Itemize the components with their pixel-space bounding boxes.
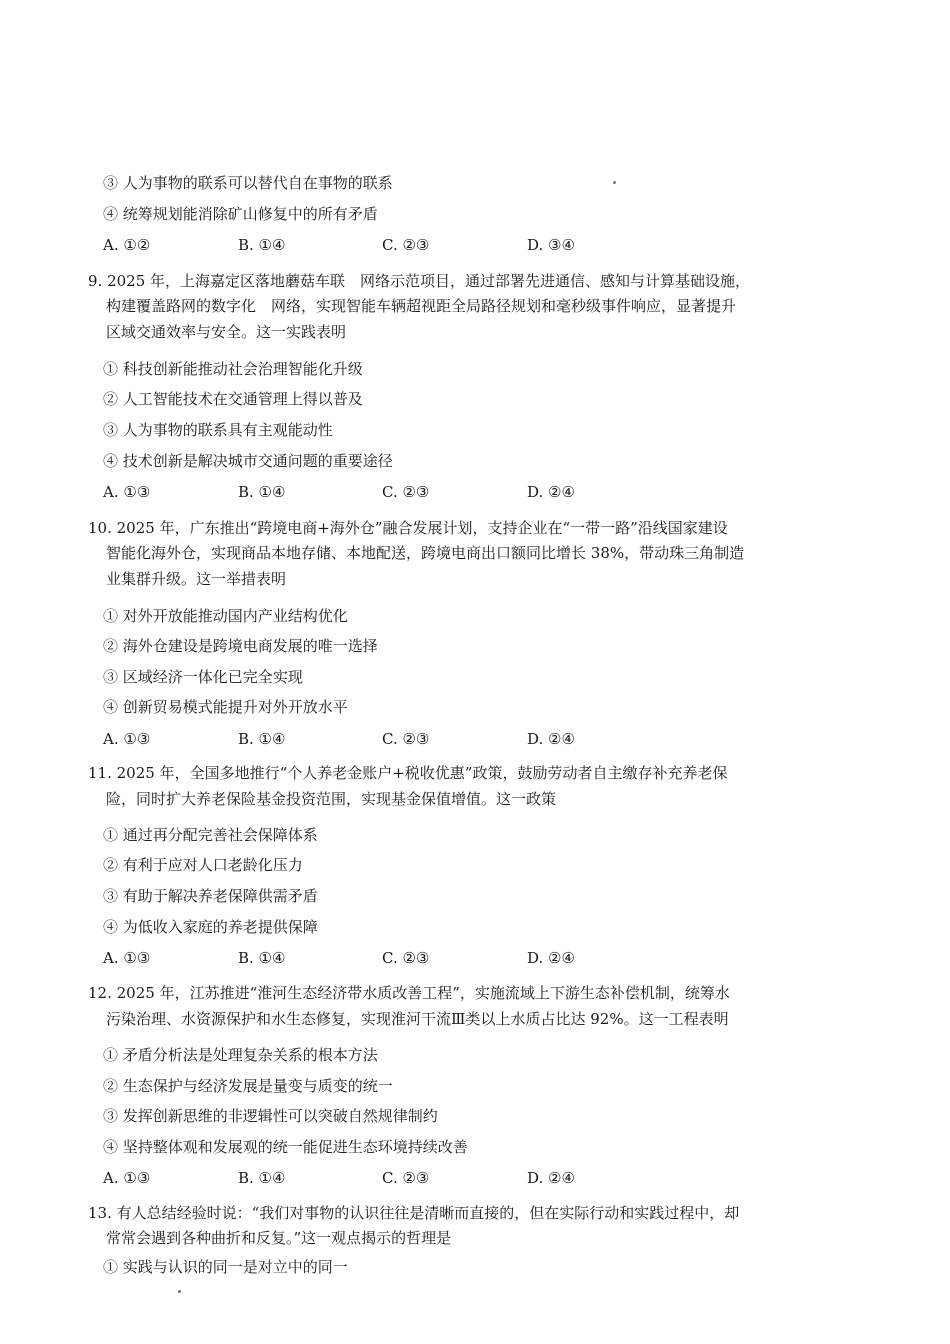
q12-choice-a: A. ①③ [103, 1169, 151, 1187]
q8-choices [103, 235, 703, 255]
q10-choice-c: C. ②③ [382, 730, 430, 748]
q11-option-3: ③ 有助于解决养老保障供需矛盾 [103, 887, 318, 905]
q11-stem-line-1: 11. 2025 年，全国多地推行“个人养老金账户+税收优惠”政策，鼓励劳动者自主缴存补充养老保 [88, 764, 728, 782]
q8-option-3: ③ 人为事物的联系可以替代自在事物的联系 [103, 174, 393, 192]
q10-choice-d: D. ②④ [527, 730, 575, 748]
q9-choice-b: B. ①④ [238, 483, 286, 501]
q9-option-2: ② 人工智能技术在交通管理上得以普及 [103, 390, 363, 408]
q11-choice-c: C. ②③ [382, 949, 430, 967]
q10-choices [103, 729, 703, 749]
q8-choice-d: D. ③④ [527, 236, 575, 254]
q11-choices [103, 948, 703, 968]
q12-choice-b: B. ①④ [238, 1169, 286, 1187]
q10-stem-line-1: 10. 2025 年，广东推出“跨境电商+海外仓”融合发展计划，支持企业在“一带一路”沿线国家建设 [88, 519, 728, 537]
q12-option-2: ② 生态保护与经济发展是量变与质变的统一 [103, 1077, 393, 1095]
q9-option-1: ① 科技创新能推动社会治理智能化升级 [103, 360, 363, 378]
q9-option-4: ④ 技术创新是解决城市交通问题的重要途径 [103, 452, 393, 470]
q11-option-2: ② 有利于应对人口老龄化压力 [103, 856, 303, 874]
q11-choice-d: D. ②④ [527, 949, 575, 967]
q10-choice-b: B. ①④ [238, 730, 286, 748]
q9-choices [103, 482, 703, 502]
q12-option-4: ④ 坚持整体观和发展观的统一能促进生态环境持续改善 [103, 1138, 468, 1156]
q9-stem-line-3: 区域交通效率与安全。这一实践表明 [106, 323, 347, 341]
q11-option-1: ① 通过再分配完善社会保障体系 [103, 826, 318, 844]
q8-choice-a: A. ①② [103, 236, 151, 254]
q9-choice-a: A. ①③ [103, 483, 151, 501]
q13-stem-line-1: 13. 有人总结经验时说：“我们对事物的认识往往是清晰而直接的，但在实际行动和实践过程中，却 [88, 1204, 740, 1222]
q12-choices [103, 1168, 703, 1188]
q12-option-1: ① 矛盾分析法是处理复杂关系的根本方法 [103, 1046, 378, 1064]
q11-choice-a: A. ①③ [103, 949, 151, 967]
q12-choice-c: C. ②③ [382, 1169, 430, 1187]
q10-option-1: ① 对外开放能推动国内产业结构优化 [103, 607, 348, 625]
q13-stem-line-2: 常常会遇到各种曲折和反复。”这一观点揭示的哲理是 [106, 1229, 452, 1247]
q11-option-4: ④ 为低收入家庭的养老提供保障 [103, 918, 318, 936]
q10-option-3: ③ 区域经济一体化已完全实现 [103, 668, 303, 686]
q8-choice-b: B. ①④ [238, 236, 286, 254]
q13-option-1: ① 实践与认识的同一是对立中的同一 [103, 1258, 348, 1276]
q12-choice-d: D. ②④ [527, 1169, 575, 1187]
q12-option-3: ③ 发挥创新思维的非逻辑性可以突破自然规律制约 [103, 1107, 438, 1125]
q12-stem-line-2: 污染治理、水资源保护和水生态修复，实现淮河干流Ⅲ类以上水质占比达 92%。这一工程表明 [106, 1010, 729, 1028]
q9-stem-line-2: 构建覆盖路网的数字化 网络，实现智能车辆超视距全局路径规划和毫秒级事件响应，显著提升 [106, 297, 737, 315]
q11-choice-b: B. ①④ [238, 949, 286, 967]
q9-stem-line-1: 9. 2025 年，上海嘉定区落地蘑菇车联 网络示范项目，通过部署先进通信、感知与计算基础设施， [88, 272, 751, 290]
q8-option-4: ④ 统筹规划能消除矿山修复中的所有矛盾 [103, 205, 378, 223]
q10-choice-a: A. ①③ [103, 730, 151, 748]
scan-dot-mark [613, 181, 616, 184]
q10-stem-line-3: 业集群升级。这一举措表明 [106, 570, 287, 588]
q8-choice-c: C. ②③ [382, 236, 430, 254]
q9-option-3: ③ 人为事物的联系具有主观能动性 [103, 421, 333, 439]
scan-dot-mark [178, 1290, 181, 1293]
q10-option-2: ② 海外仓建设是跨境电商发展的唯一选择 [103, 637, 378, 655]
q10-stem-line-2: 智能化海外仓，实现商品本地存储、本地配送，跨境电商出口额同比增长 38%，带动珠三角制造 [106, 544, 745, 562]
q12-stem-line-1: 12. 2025 年，江苏推进“淮河生态经济带水质改善工程”，实施流域上下游生态补偿机制，统筹水 [88, 984, 730, 1002]
q9-choice-c: C. ②③ [382, 483, 430, 501]
q11-stem-line-2: 险，同时扩大养老保险基金投资范围，实现基金保值增值。这一政策 [106, 790, 557, 808]
q10-option-4: ④ 创新贸易模式能提升对外开放水平 [103, 698, 348, 716]
q9-choice-d: D. ②④ [527, 483, 575, 501]
